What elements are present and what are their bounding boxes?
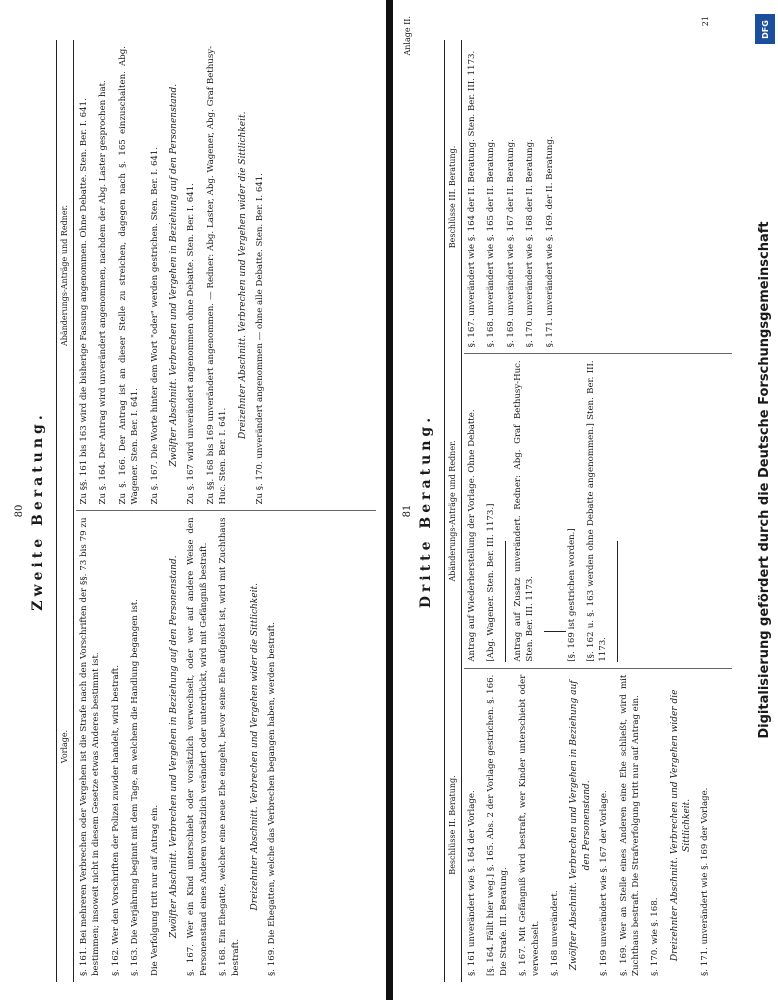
paragraph: §. 167. Mit Gefängniß wird bestraft, wer Kinder unterschiebt oder verwechselt. — [518, 674, 541, 976]
paragraph: §. 168. unverändert wie §. 165 der II. Beratung. — [486, 139, 497, 348]
paragraph: [§. 164. Fällt hier weg.] §. 165. Abs. 2 der Vorlage gestrichen. §. 166. Die Strafe. III. Beratung. — [486, 674, 509, 976]
paragraph: §. 171. unverändert wie §. 169 der Vorlage. — [699, 787, 710, 976]
section-heading: Dreizehnter Abschnitt. Verbrechen und Vergehen wider die Sittlichkeit. — [669, 689, 693, 962]
column-header: Abänderungs-Anträge und Redner. — [448, 440, 457, 582]
page-81 — [402, 16, 732, 982]
column-beschluesse-ii — [464, 669, 732, 982]
paragraph: §. 169 unverändert wie §. 167 der Vorlage. — [599, 790, 610, 976]
rule — [505, 541, 506, 662]
supplement-label: Anlage II. — [403, 16, 412, 56]
page-title: Zweite Beratung. — [30, 411, 46, 611]
paragraph: Zu §. 164. Der Antrag wird unverändert angenommen, nachdem der Abg. Laster gesprochen hat. — [98, 80, 109, 505]
paragraph: §. 171. unverändert wie §. 169. der II. Beratung. — [544, 136, 555, 348]
column-antraege — [76, 40, 376, 512]
column-antraege — [464, 354, 732, 668]
rule — [617, 541, 618, 662]
section-heading: Dreizehnter Abschnitt. Verbrechen und Vergehen wider die Sittlichkeit. — [250, 583, 261, 911]
column-headers — [56, 40, 74, 982]
paragraph: Zu §§. 161 bis 163 wird die bisherige Fassung angenommen. Ohne Debatte. Sten. Ber. I. 641. — [79, 98, 89, 505]
section-heading: Zwölfter Abschnitt. Verbrechen und Vergehen in Beziehung auf den Personenstand. — [169, 555, 180, 939]
column-vorlage — [76, 512, 376, 983]
paragraph: §. 161 unverändert wie §. 164 der Vorlage. — [467, 790, 477, 976]
column-header: Beschlüsse III. Beratung. — [448, 145, 457, 249]
paragraph: §. 170. wie §. 168. — [650, 897, 661, 976]
paragraph: §. 168 unverändert. — [550, 890, 561, 976]
column-header: Abänderungs-Anträge und Redner. — [60, 204, 69, 347]
paragraph: Zu §§. 168 bis 169 unverändert angenommen. — Redner: Abg. Laster, Abg. Wagener, Abg. Graf Bethusy-Huc. Sten. Ber. I. 641. — [205, 46, 229, 505]
section-heading: Dreizehnter Abschnitt. Verbrechen und Vergehen wider die Sittlichkeit. — [237, 111, 248, 439]
section-heading: Zwölfter Abschnitt. Verbrechen und Vergehen in Beziehung auf den Personenstand. — [169, 83, 180, 467]
paragraph: Die Verfolgung tritt nur auf Antrag ein. — [149, 804, 160, 976]
columns — [464, 16, 732, 982]
page-number: 81 — [402, 504, 413, 518]
paragraph: §. 169. Die Ehegatten, welche das Verbrechen begangen haben, werden bestraft. — [267, 621, 278, 976]
paragraph: Zu §. 170. unverändert angenommen — ohne alle Debatte. Sten. Ber. I. 641. — [255, 173, 266, 505]
paragraph: Zu §. 166. Der Antrag ist an dieser Stelle zu streichen, dagegen nach §. 165 einzuschalten. Abg. Wagener. Sten. Ber. I. 641. — [117, 46, 141, 505]
margin-number: 21 — [700, 16, 710, 27]
page-80 — [14, 40, 376, 982]
paragraph: Zu §. 167 wird unverändert angenommen ohne Debatte. Sten. Ber. I. 641. — [186, 183, 197, 505]
page-number: 80 — [14, 504, 25, 518]
column-header: Vorlage. — [60, 729, 69, 764]
page-title: Dritte Beratung. — [418, 413, 434, 609]
column-header: Beschlüsse II. Beratung. — [448, 775, 457, 875]
paragraph: [Abg. Wagener. Sten. Ber. III. 1173.] — [486, 503, 497, 662]
column-headers — [444, 40, 462, 982]
paragraph: §. 170. unverändert wie §. 168 der II. Beratung. — [525, 139, 536, 348]
rule — [544, 631, 566, 632]
columns — [76, 40, 376, 982]
funding-watermark: Digitalisierung gefördert durch die Deutsche Forschungsgemeinschaft — [757, 221, 772, 739]
paragraph: §. 163. Die Verjährung beginnt mit dem Tage, an welchem die Handlung begangen ist. — [130, 599, 141, 976]
paragraph: §. 168. Ein Ehegatte, welcher eine neue Ehe eingeht, bevor seine Ehe aufgelöst ist, wird mit Zuchthaus bestraft. — [218, 517, 241, 976]
paragraph: [§. 162 u. §. 163 werden ohne Debatte angenommen.] Sten. Ber. III. 1173. — [586, 360, 609, 662]
paragraph: §. 167. Wer ein Kind unterschiebt oder vorsätzlich verwechselt, oder wer auf andere Weise den Personenstand eines Anderen vorsätzlich verändert oder unterdrückt, wird mit Gefängniß bestraft. — [186, 517, 209, 976]
section-heading: Zwölfter Abschnitt. Verbrechen und Vergehen in Beziehung auf den Personenstand. — [569, 680, 592, 971]
paragraph: Zu §. 167. Die Worte hinter dem Wort "oder" werden gestrichen. Sten. Ber. I. 641. — [149, 146, 160, 505]
dfg-logo-icon: DFG — [755, 14, 775, 44]
paragraph: §. 169. unverändert wie §. 167 der II. Beratung. — [505, 139, 516, 348]
paragraph: §. 162. Wer den Vorschriften der Polizei zuwider handelt, wird bestraft. — [110, 665, 121, 976]
paragraph: [§. 169 ist gestrichen worden.] — [566, 528, 577, 662]
paragraph: Antrag auf Zusatz unverändert. Redner: Abg. Graf Bethusy-Huc. Sten. Ber. III. 1173. — [512, 360, 536, 662]
page-divider — [386, 0, 393, 1000]
paragraph: §. 169. Wer an Stelle eines Anderen eine Ehe schließt, wird mit Zuchthaus bestraft. Die Strafverfolgung tritt nur auf Antrag ein. — [618, 674, 642, 976]
paragraph: §. 161. Bei mehreren Verbrechen oder Vergehen ist die Strafe nach den Vorschriften der §§. 73 bis 79 zu bestimmen; insoweit nicht in diesem Gesetze etwas Anderes bestimmt ist. — [79, 517, 102, 976]
paragraph: Antrag auf Wiederherstellung der Vorlage. Ohne Debatte. — [467, 409, 477, 662]
column-beschluesse-iii — [464, 16, 732, 354]
paragraph: §. 167. unverändert wie §. 164 der II. Beratung. Sten. Ber. III. 1173. — [467, 50, 477, 348]
